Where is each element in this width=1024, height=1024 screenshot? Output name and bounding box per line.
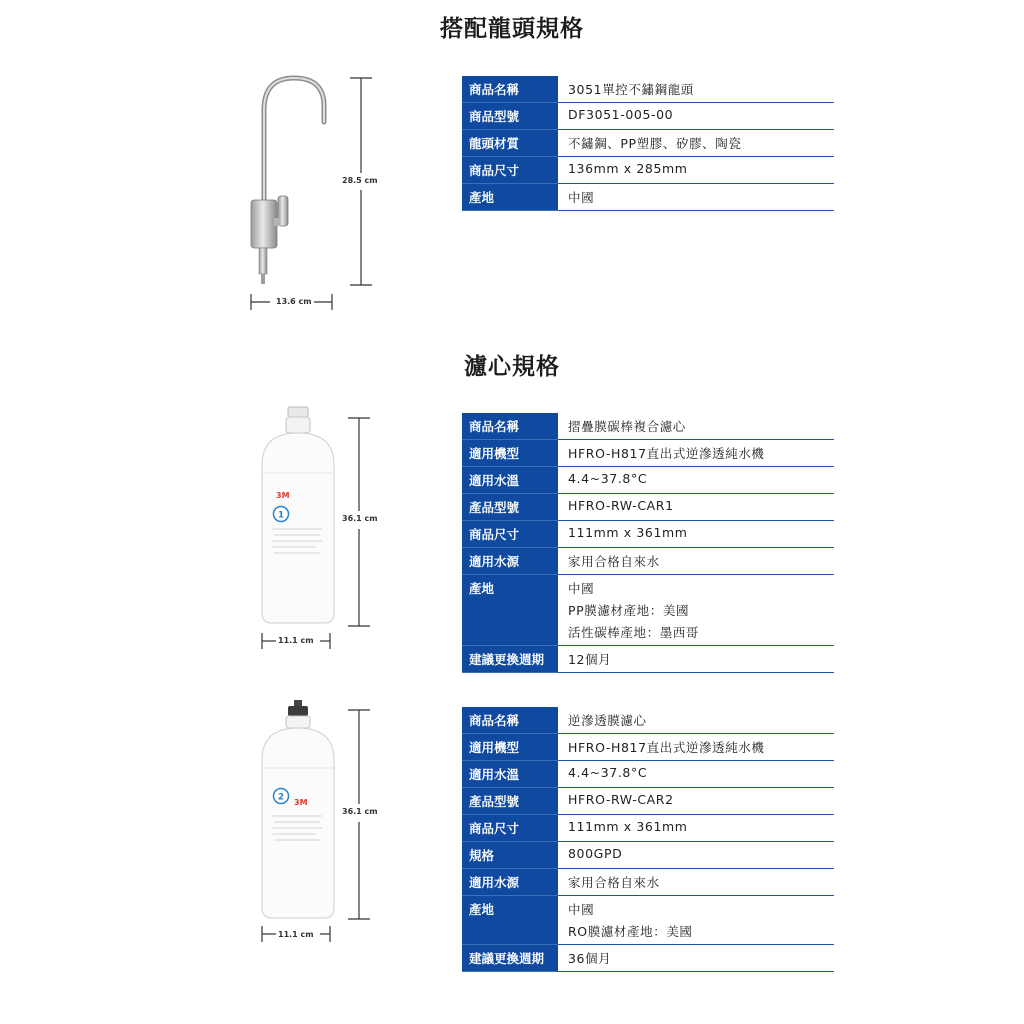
spec-row	[462, 945, 834, 972]
spec-row	[462, 707, 834, 734]
spec-value-line: 4.4~37.8°C	[568, 471, 648, 486]
spec-value	[558, 184, 834, 211]
filter1-spec-table	[462, 413, 834, 673]
spec-label: 產地	[462, 896, 558, 945]
spec-label: 商品型號	[462, 103, 558, 130]
spec-label: 適用水溫	[462, 761, 558, 788]
filter2-brand-logo: 3M	[294, 798, 308, 807]
spec-row	[462, 761, 834, 788]
spec-value-line: HFRO-RW-CAR2	[568, 792, 674, 807]
spec-value-line: HFRO-H817直出式逆滲透純水機	[568, 446, 765, 461]
spec-value	[558, 413, 834, 440]
spec-row	[462, 494, 834, 521]
spec-value-line: 111mm x 361mm	[568, 525, 688, 540]
spec-row	[462, 413, 834, 440]
filter1-figure	[250, 405, 390, 655]
filter2-spec-table	[462, 707, 834, 972]
spec-value	[558, 130, 834, 157]
filter2-image	[262, 700, 334, 918]
spec-label: 商品名稱	[462, 413, 558, 440]
spec-label: 適用水源	[462, 548, 558, 575]
spec-row	[462, 869, 834, 896]
spec-value	[558, 842, 834, 869]
spec-value-line: 中國	[568, 581, 595, 596]
spec-row	[462, 896, 834, 945]
spec-label: 產品型號	[462, 788, 558, 815]
spec-row	[462, 734, 834, 761]
spec-row	[462, 815, 834, 842]
filter-section-title: 濾心規格	[464, 354, 560, 380]
spec-label: 商品尺寸	[462, 521, 558, 548]
faucet-width-label: 13.6 cm	[276, 297, 312, 306]
spec-row	[462, 646, 834, 673]
spec-label: 產地	[462, 575, 558, 646]
spec-value	[558, 869, 834, 896]
spec-value	[558, 788, 834, 815]
spec-value	[558, 707, 834, 734]
spec-value-line: 家用合格自來水	[568, 875, 660, 890]
spec-value-line: 家用合格自來水	[568, 554, 660, 569]
spec-row	[462, 103, 834, 130]
faucet-height-label: 28.5 cm	[342, 176, 378, 185]
spec-row	[462, 575, 834, 646]
filter1-image	[262, 407, 334, 623]
spec-value	[558, 467, 834, 494]
spec-value	[558, 896, 834, 945]
spec-value-line: 4.4~37.8°C	[568, 765, 648, 780]
faucet-image	[251, 78, 324, 284]
spec-label: 商品尺寸	[462, 157, 558, 184]
spec-row	[462, 130, 834, 157]
spec-label: 商品名稱	[462, 707, 558, 734]
spec-row	[462, 548, 834, 575]
faucet-spec-table	[462, 76, 834, 211]
spec-row	[462, 788, 834, 815]
spec-value	[558, 646, 834, 673]
spec-row	[462, 521, 834, 548]
spec-value-line: PP膜濾材產地：美國	[568, 603, 690, 618]
spec-value	[558, 76, 834, 103]
spec-value	[558, 521, 834, 548]
spec-value-line: 逆滲透膜濾心	[568, 713, 647, 728]
spec-value-line: 136mm x 285mm	[568, 161, 688, 176]
spec-label: 適用機型	[462, 440, 558, 467]
spec-value-line: 3051單控不鏽鋼龍頭	[568, 82, 694, 97]
spec-label: 規格	[462, 842, 558, 869]
spec-value-line: HFRO-RW-CAR1	[568, 498, 674, 513]
filter2-figure	[250, 698, 390, 948]
spec-value-line: 活性碳棒產地：墨西哥	[568, 625, 700, 640]
spec-value	[558, 103, 834, 130]
spec-row	[462, 440, 834, 467]
filter1-badge: 1	[277, 510, 285, 521]
spec-label: 建議更換週期	[462, 646, 558, 673]
spec-label: 產品型號	[462, 494, 558, 521]
spec-value-line: HFRO-H817直出式逆滲透純水機	[568, 740, 765, 755]
spec-value-line: 中國	[568, 190, 595, 205]
spec-value	[558, 548, 834, 575]
spec-label: 龍頭材質	[462, 130, 558, 157]
spec-row	[462, 157, 834, 184]
spec-value	[558, 440, 834, 467]
faucet-figure	[238, 70, 388, 320]
filter1-brand-logo: 3M	[276, 491, 290, 500]
spec-value-line: 摺疊膜碳棒複合濾心	[568, 419, 686, 434]
spec-row	[462, 842, 834, 869]
spec-value	[558, 761, 834, 788]
spec-label: 商品名稱	[462, 76, 558, 103]
filter2-badge: 2	[277, 792, 285, 803]
spec-value	[558, 945, 834, 972]
spec-value-line: RO膜濾材產地：美國	[568, 924, 693, 939]
filter2-height-label: 36.1 cm	[342, 807, 378, 816]
spec-label: 產地	[462, 184, 558, 211]
spec-value-line: 不鏽鋼、PP塑膠、矽膠、陶瓷	[568, 136, 742, 151]
spec-value-line: 中國	[568, 902, 595, 917]
spec-value-line: DF3051-005-00	[568, 107, 674, 122]
spec-label: 適用水源	[462, 869, 558, 896]
spec-value	[558, 815, 834, 842]
spec-value	[558, 157, 834, 184]
spec-value	[558, 734, 834, 761]
spec-label: 商品尺寸	[462, 815, 558, 842]
spec-value-line: 111mm x 361mm	[568, 819, 688, 834]
filter2-width-label: 11.1 cm	[278, 930, 314, 939]
filter1-width-label: 11.1 cm	[278, 636, 314, 645]
filter1-height-label: 36.1 cm	[342, 514, 378, 523]
spec-label: 建議更換週期	[462, 945, 558, 972]
spec-label: 適用水溫	[462, 467, 558, 494]
spec-value-line: 800GPD	[568, 846, 623, 861]
spec-value-line: 36個月	[568, 951, 612, 966]
spec-row	[462, 76, 834, 103]
spec-value	[558, 494, 834, 521]
spec-row	[462, 184, 834, 211]
spec-label: 適用機型	[462, 734, 558, 761]
spec-value	[558, 575, 834, 646]
spec-value-line: 12個月	[568, 652, 612, 667]
spec-row	[462, 467, 834, 494]
faucet-section-title: 搭配龍頭規格	[440, 16, 584, 42]
